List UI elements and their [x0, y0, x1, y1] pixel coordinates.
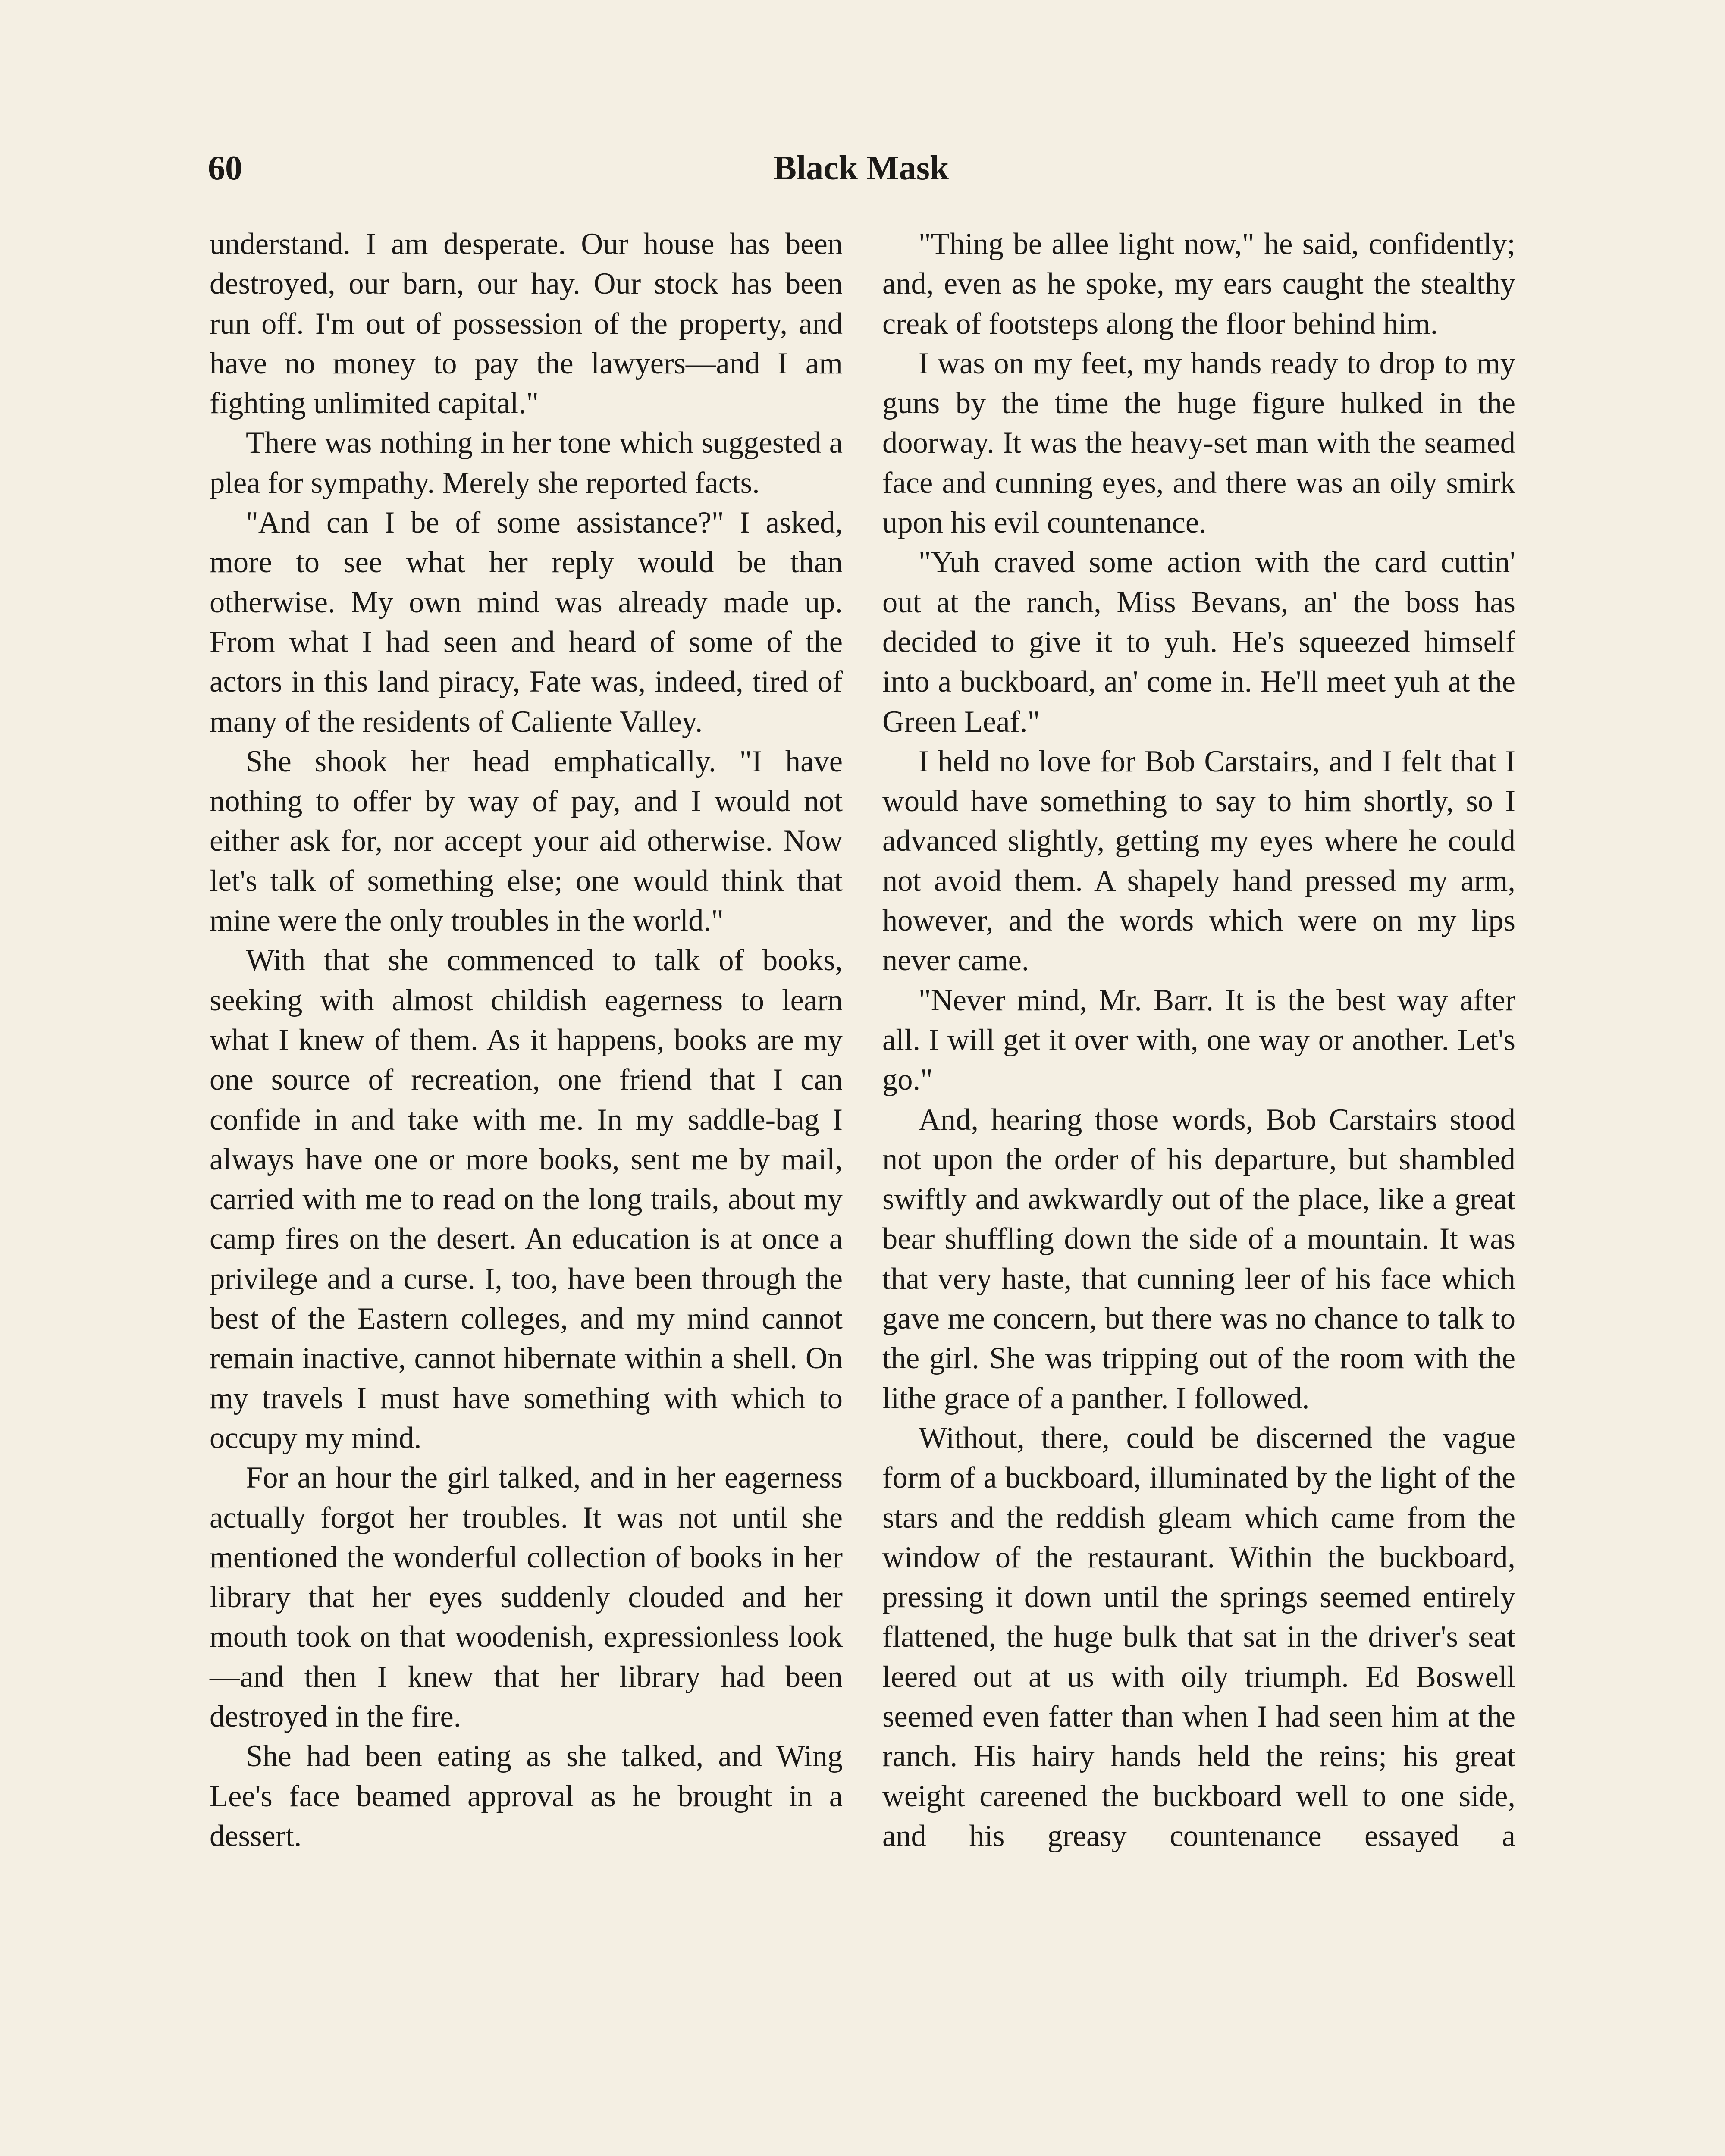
right-column	[882, 224, 1515, 1856]
paragraph: "And can I be of some assistance?" I asked, more to see what her reply would be than otherwise. My own mind was already made up. From what I had seen and heard of some of the actors in this land piracy, Fate was, indeed, tired of many of the residents of Caliente Valley.	[210, 506, 843, 739]
paragraph: With that she commenced to talk of books, seeking with almost childish eagerness to learn what I knew of them. As it happens, books are my one source of recreation, one friend that I can confide in and take with me. In my saddle-bag I always have one or more books, sent me by mail, carried with me to read on the long trails, about my camp fires on the desert. An education is at once a privilege and a curse. I, too, have been through the best of the Eastern colleges, and my mind cannot remain inactive, cannot hibernate within a shell. On my travels I must have something with which to occupy my mind.	[210, 943, 843, 1455]
paragraph: "Yuh craved some action with the card cuttin' out at the ranch, Miss Bevans, an' the boss has decided to give it to yuh. He's squeezed himself into a buckboard, an' come in. He'll meet yuh at the Green Leaf."	[882, 545, 1515, 739]
paragraph: understand. I am desperate. Our house has been destroyed, our barn, our hay. Our stock has been run off. I'm out of possession of the property, and have no money to pay the lawyers—and I am fighting unlimited capital."	[210, 227, 843, 420]
paragraph: There was nothing in her tone which suggested a plea for sympathy. Merely she reported facts.	[210, 426, 843, 500]
left-column	[210, 224, 843, 1856]
paragraph: I was on my feet, my hands ready to drop to my guns by the time the huge figure hulked in the doorway. It was the heavy-set man with the seamed face and cunning eyes, and there was an oily smirk upon his evil countenance.	[882, 346, 1515, 540]
paragraph: Without, there, could be discerned the vague form of a buckboard, illuminated by the light of the stars and the reddish gleam which came from the window of the restaurant. Within the buckboard, pressing it down until the springs seemed entirely flattened, the huge bulk that sat in the driver's seat leered out at us with oily triumph. Ed Boswell seemed even fatter than when I had seen him at the ranch. His hairy hands held the reins; his great weight careened the buckboard well to one side, and his greasy countenance essayed a	[882, 1421, 1515, 1853]
running-title: Black Mask	[773, 149, 949, 187]
paragraph: She shook her head emphatically. "I have nothing to offer by way of pay, and I would not either ask for, nor accept your aid otherwise. Now let's talk of something else; one would think that mine were the only troubles in the world."	[210, 744, 843, 938]
paragraph: I held no love for Bob Carstairs, and I felt that I would have something to say to him shortly, so I advanced slightly, getting my eyes where he could not avoid them. A shapely hand pressed my arm, however, and the words which were on my lips never came.	[882, 744, 1515, 978]
paragraph: "Never mind, Mr. Barr. It is the best way after all. I will get it over with, one way or another. Let's go."	[882, 983, 1515, 1097]
paragraph: She had been eating as she talked, and Wing Lee's face beamed approval as he brought in a dessert.	[210, 1739, 843, 1853]
paragraph: For an hour the girl talked, and in her eagerness actually forgot her troubles. It was not until she mentioned the wonderful collection of books in her library that her eyes suddenly clouded and her mouth took on that woodenish, expressionless look—and then I knew that her library had been destroyed in the fire.	[210, 1461, 843, 1733]
page-number: 60	[208, 149, 242, 187]
paragraph: And, hearing those words, Bob Carstairs stood not upon the order of his departure, but shambled swiftly and awkwardly out of the place, like a great bear shuffling down the side of a mountain. It was that very haste, that cunning leer of his face which gave me concern, but there was no chance to talk to the girl. She was tripping out of the room with the lithe grace of a panther. I followed.	[882, 1103, 1515, 1415]
paragraph: "Thing be allee light now," he said, confidently; and, even as he spoke, my ears caught the stealthy creak of footsteps along the floor behind him.	[882, 227, 1515, 341]
page-header	[208, 142, 1515, 194]
